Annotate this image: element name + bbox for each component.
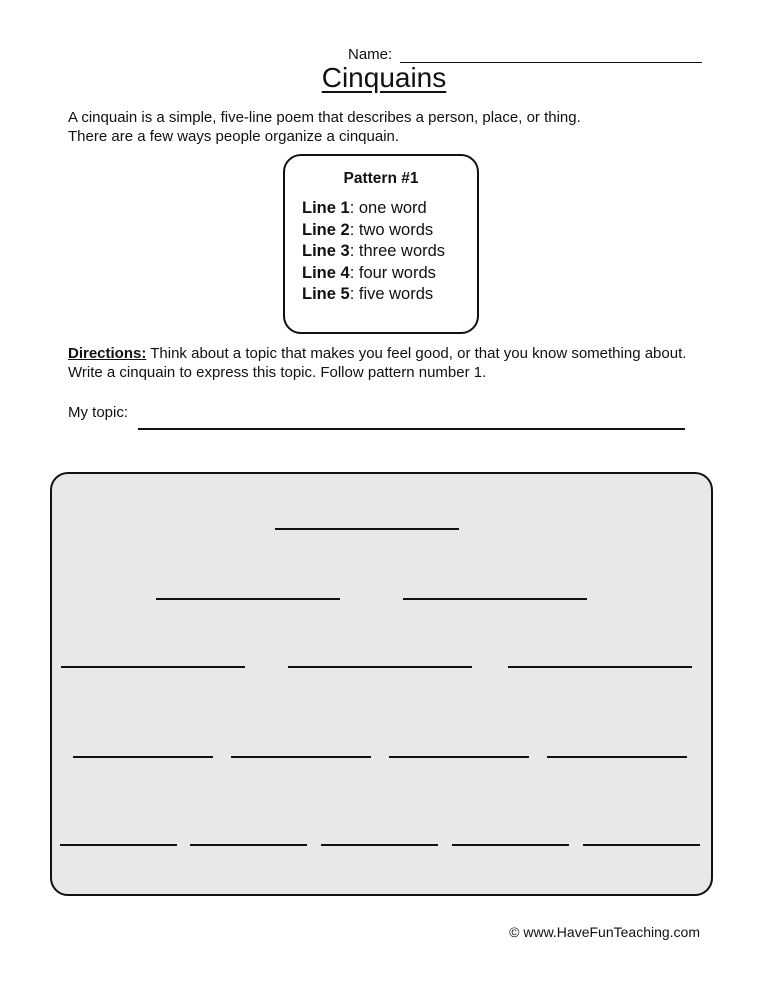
pattern-line-label: Line 1 <box>302 199 350 217</box>
poem-blank-line3-word3[interactable] <box>508 666 692 668</box>
poem-blank-line4-word1[interactable] <box>73 756 213 758</box>
poem-blank-line3-word1[interactable] <box>61 666 245 668</box>
intro-line-2: There are a few ways people organize a cinquain. <box>68 128 400 145</box>
topic-label: My topic: <box>68 404 129 421</box>
poem-blank-line4-word2[interactable] <box>231 756 371 758</box>
poem-blank-line5-word5[interactable] <box>583 844 700 846</box>
poem-blank-line5-word1[interactable] <box>60 844 177 846</box>
pattern-list <box>302 198 445 306</box>
intro-text <box>68 108 708 146</box>
directions-body: Think about a topic that makes you feel good, or that you know something about. Write a cinquain to express this topic. Follow pattern number 1. <box>68 345 687 381</box>
footer-copyright: © www.HaveFunTeaching.com <box>509 924 700 940</box>
name-label: Name: <box>348 46 393 63</box>
pattern-line-label: Line 2 <box>302 220 350 239</box>
pattern-line-4 <box>302 263 445 285</box>
pattern-line-label: Line 3 <box>302 242 350 260</box>
pattern-line-text: : four words <box>349 263 436 282</box>
pattern-line-3 <box>302 241 445 263</box>
page-title: Cinquains <box>321 62 447 93</box>
pattern-box <box>283 154 479 334</box>
poem-blank-line2-word1[interactable] <box>156 598 340 600</box>
pattern-line-text: : five words <box>349 285 434 303</box>
pattern-line-label: Line 5 <box>302 285 350 303</box>
poem-blank-line5-word4[interactable] <box>452 844 569 846</box>
poem-blank-line2-word2[interactable] <box>403 598 587 600</box>
directions-label: Directions: <box>68 345 147 362</box>
pattern-line-text: : three words <box>349 242 446 260</box>
pattern-line-text: : one word <box>349 199 427 217</box>
directions-text <box>68 344 718 382</box>
poem-blank-line5-word2[interactable] <box>190 844 307 846</box>
pattern-line-1 <box>302 198 445 220</box>
pattern-line-label: Line 4 <box>302 263 350 282</box>
pattern-line-text: : two words <box>349 220 434 239</box>
cinquain-writing-box <box>50 472 713 896</box>
intro-line-1: A cinquain is a simple, five-line poem that describes a person, place, or thing. <box>68 109 581 126</box>
pattern-title: Pattern #1 <box>343 170 419 187</box>
poem-blank-line5-word3[interactable] <box>321 844 438 846</box>
poem-blank-line3-word2[interactable] <box>288 666 472 668</box>
topic-input-line[interactable] <box>138 428 685 430</box>
pattern-line-2 <box>302 220 445 242</box>
pattern-line-5 <box>302 284 445 306</box>
poem-blank-line4-word4[interactable] <box>547 756 687 758</box>
poem-blank-line1-word1[interactable] <box>275 528 459 530</box>
poem-blank-line4-word3[interactable] <box>389 756 529 758</box>
